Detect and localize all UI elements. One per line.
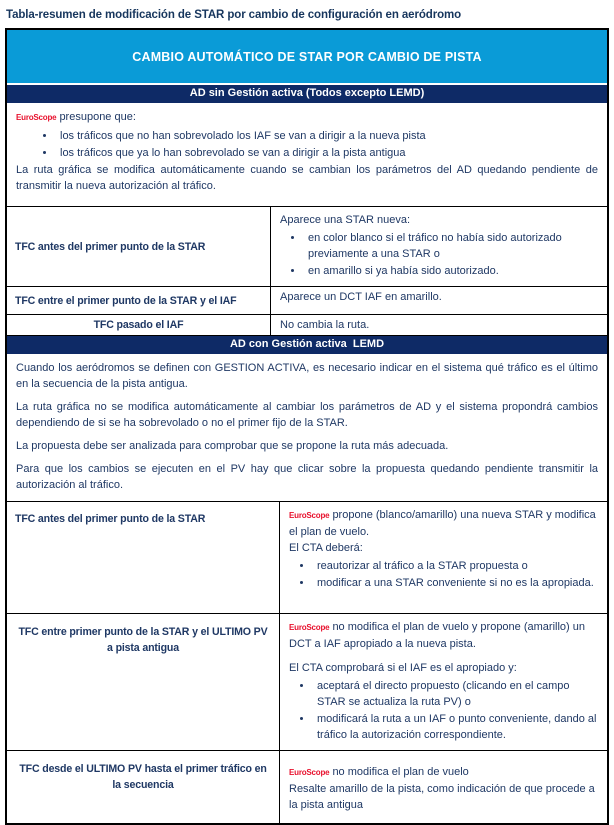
row-label-cell: [7, 502, 280, 613]
row-label: TFC desde el ULTIMO PV hasta el primer tráfico en la secuencia: [19, 763, 267, 791]
section2-paragraph: Para que los cambios se ejecuten en el PV hay que clicar sobre la propuesta quedando pendiente transmitir la autorización al tráfico.: [16, 463, 598, 491]
row-text-line: [289, 619, 598, 652]
section1-band: AD sin Gestión activa (Todos excepto LEMD): [7, 85, 607, 103]
row-label: TFC entre primer punto de la STAR y el ULTIMO PV a pista antigua: [18, 626, 268, 654]
euroscope-logo: EuroScope: [289, 623, 330, 632]
row-label-cell: [7, 614, 280, 750]
row-content-cell: [271, 287, 607, 314]
row-text: no modifica el plan de vuelo: [332, 766, 469, 778]
intro-bullet-item: • los tráficos que ya lo han sobrevolado se van a dirigir a la pista antigua: [56, 145, 598, 161]
row-content-cell: [280, 502, 607, 613]
row-label-cell: [7, 315, 271, 335]
row-content-cell: [271, 315, 607, 335]
row-lead: Aparece una STAR nueva:: [280, 214, 411, 226]
star-change-table: [5, 28, 609, 825]
section1-intro-cell: [7, 103, 607, 207]
row-label-cell: [7, 751, 280, 823]
row-text-line: [289, 507, 598, 540]
section2-paragraphs-cell: [7, 354, 607, 502]
section2-paragraph: La propuesta debe ser analizada para comprobar que se propone la ruta más adecuada.: [16, 440, 449, 452]
row-text: no modifica el plan de vuelo y propone (amarillo) un DCT a IAF apropiado a la nueva pista.: [289, 621, 585, 650]
row-bullet-item: • en amarillo si ya había sido autorizado.: [304, 263, 598, 279]
row-content-cell: [271, 207, 607, 286]
table-row: [7, 287, 607, 315]
row-bullet-item: • en color blanco si el tráfico no había sido autorizado previamente a una STAR o: [304, 230, 598, 262]
row-bullet-item: • modificará la ruta a un IAF o punto conveniente, dando al tráfico la autorización correspondiente.: [313, 711, 598, 743]
row-text-line: Resalte amarillo de la pista, como indicación de que procede a la pista antigua: [289, 783, 595, 811]
row-label: TFC pasado el IAF: [93, 319, 184, 331]
intro-paragraph: La ruta gráfica se modifica automáticamente cuando se cambian los parámetros del AD quedando pendiente de transmitir la nueva autorización al tráfico.: [16, 164, 598, 192]
table-main-header: CAMBIO AUTOMÁTICO DE STAR POR CAMBIO DE PISTA: [7, 30, 607, 85]
row-bullet-item: • aceptará el directo propuesto (clicando en el campo STAR se actualiza la ruta PV) o: [313, 678, 598, 710]
section2-paragraph: Cuando los aeródromos se definen con GESTION ACTIVA, es necesario indicar en el sistema qué tráfico es el último en la secuencia de la pista antigua.: [16, 362, 598, 390]
row-lead: Aparece un DCT IAF en amarillo.: [280, 291, 442, 303]
row-label: TFC antes del primer punto de la STAR: [15, 513, 206, 525]
intro-lead-text: presupone que:: [59, 111, 136, 123]
row-label: TFC antes del primer punto de la STAR: [15, 240, 206, 253]
row-label-cell: [7, 207, 271, 286]
row-bullet-item: • modificar a una STAR conveniente si no es la apropiada.: [313, 575, 598, 591]
intro-bullet-item: • los tráficos que no han sobrevolado los IAF se van a dirigir a la nueva pista: [56, 128, 598, 144]
row-bullet-list: [280, 230, 598, 279]
row-content-cell: [280, 751, 607, 823]
row-bullet-list: [289, 678, 598, 743]
row-label-cell: [7, 287, 271, 314]
row-content-cell: [280, 614, 607, 750]
intro-bullet-list: [16, 128, 598, 161]
table-row: [7, 502, 607, 614]
table-row: [7, 315, 607, 336]
row-lead: No cambia la ruta.: [280, 319, 370, 331]
row-bullet-list: [289, 558, 598, 591]
euroscope-logo: EuroScope: [16, 113, 57, 122]
euroscope-logo: EuroScope: [289, 511, 330, 520]
row-text-line: El CTA comprobará si el IAF es el apropiado y:: [289, 662, 517, 674]
section2-paragraph: La ruta gráfica no se modifica automáticamente al cambiar los parámetros de AD y el sistema propondrá cambios dependiendo de si se ha sobrevolado o no el primer fijo de la STAR.: [16, 401, 598, 429]
row-label: TFC entre el primer punto de la STAR y el IAF: [15, 294, 237, 307]
table-row: [7, 614, 607, 751]
euroscope-logo: EuroScope: [289, 768, 330, 777]
row-text: propone (blanco/amarillo) una nueva STAR y modifica el plan de vuelo.: [289, 509, 596, 538]
row-text-line: El CTA deberá:: [289, 542, 363, 554]
section2-band: AD con Gestión activa LEMD: [7, 336, 607, 354]
table-row: [7, 751, 607, 823]
row-text-line: [289, 764, 598, 781]
intro-lead-line: [16, 109, 598, 126]
row-bullet-item: • reautorizar al tráfico a la STAR propuesta o: [313, 558, 598, 574]
table-row: [7, 207, 607, 287]
page-title: Tabla-resumen de modificación de STAR por cambio de configuración en aeródromo: [6, 9, 462, 21]
